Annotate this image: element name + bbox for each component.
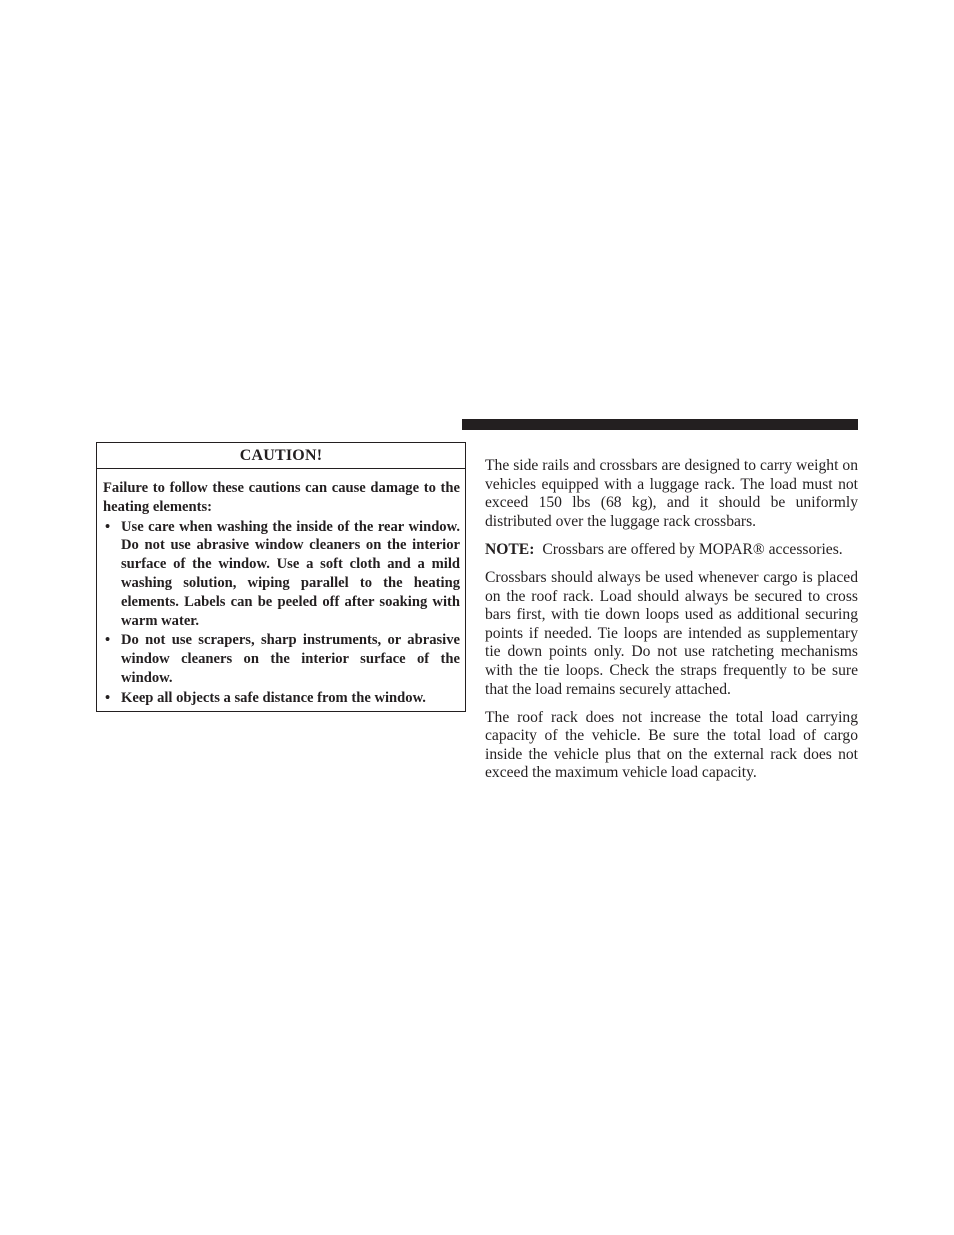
bullet-icon: •: [105, 518, 111, 535]
caution-item-text: Keep all objects a safe distance from the window.: [121, 689, 426, 706]
bullet-icon: •: [105, 689, 111, 706]
paragraph: Crossbars should always be used whenever cargo is placed on the roof rack. Load should always be secured to cross bars first, with tie down loops used as additional securing points if needed. Tie loops are intended as supplementary tie down points only. Do not use ratcheting mechanisms with the tie loops. Check the straps frequently to be sure that the load remains securely attached.: [485, 568, 858, 698]
caution-item: [103, 689, 460, 708]
caution-title: CAUTION!: [97, 443, 465, 469]
caution-item-text: Use care when washing the inside of the rear window. Do not use abrasive window cleaners on the interior surface of the window. Use a soft cloth and a mild washing solution, wiping parallel to the heating elements. Labels can be peeled off after soaking with warm water.: [121, 518, 460, 629]
caution-item-text: Do not use scrapers, sharp instruments, or abrasive window cleaners on the interior surface of the window.: [121, 632, 460, 686]
body-text-column: [485, 457, 858, 793]
note-label: NOTE:: [485, 540, 535, 558]
note-paragraph: [485, 541, 858, 560]
caution-item: [103, 518, 460, 631]
note-text: Crossbars are offered by MOPAR® accessories.: [542, 540, 843, 558]
section-heading-bar: [462, 419, 858, 430]
caution-intro: Failure to follow these cautions can cause damage to the heating elements:: [103, 480, 460, 515]
caution-list: [103, 518, 460, 708]
bullet-icon: •: [105, 632, 111, 649]
caution-body: [97, 469, 465, 708]
caution-box: [96, 442, 466, 712]
paragraph: The side rails and crossbars are designed to carry weight on vehicles equipped with a luggage rack. The load must not exceed 150 lbs (68 kg), and it should be uniformly distributed over the luggage rack crossbars.: [485, 457, 858, 530]
paragraph: The roof rack does not increase the total load carrying capacity of the vehicle. Be sure the total load of cargo inside the vehicle plus that on the external rack does not exceed the maximum vehicle load capacity.: [485, 708, 858, 782]
caution-item: [103, 631, 460, 687]
